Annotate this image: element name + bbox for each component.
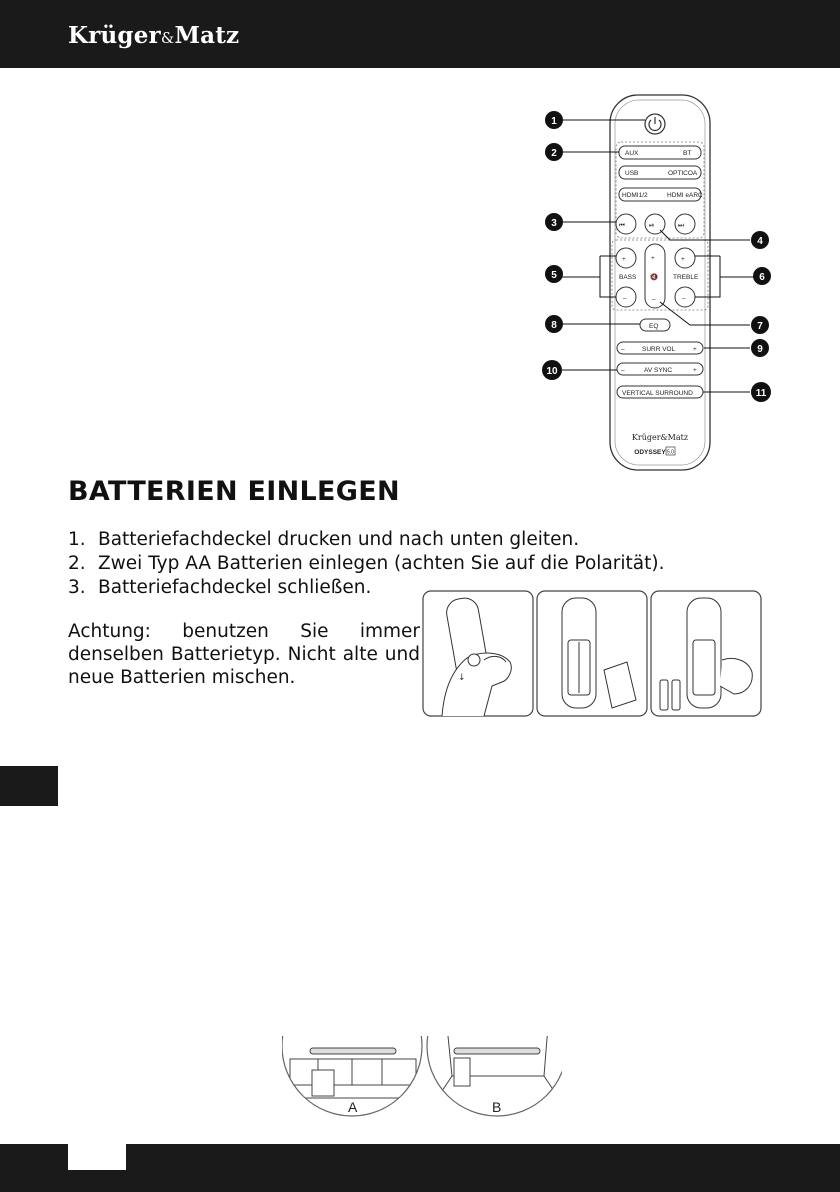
svg-text:+: +: [651, 255, 655, 262]
warning-text: Achtung: benutzen Sie immer denselben Batterietyp. Nicht alte und neue Batterien mischen.: [68, 621, 420, 688]
svg-text:EQ: EQ: [649, 323, 659, 330]
svg-text:ODYSSEY: ODYSSEY: [634, 449, 666, 456]
page-number-tab: [68, 1144, 126, 1170]
svg-text:AUX: AUX: [625, 150, 639, 157]
bass-plus-button: [616, 248, 636, 268]
svg-text:–: –: [621, 367, 625, 374]
svg-text:↓: ↓: [458, 673, 466, 683]
svg-text:10: 10: [546, 366, 558, 377]
svg-text:USB: USB: [625, 170, 639, 177]
svg-text:OPTICOA: OPTICOA: [668, 170, 698, 177]
svg-text:+: +: [693, 346, 697, 353]
footer-bar: [0, 1144, 840, 1192]
section-title: BATTERIEN EINLEGEN: [68, 476, 400, 507]
list-item: 3. Batteriefachdeckel schließen.: [68, 577, 372, 598]
svg-text:SURR VOL: SURR VOL: [642, 346, 676, 353]
svg-text:5.0: 5.0: [667, 449, 674, 456]
svg-text:–: –: [623, 295, 627, 302]
svg-text:TREBLE: TREBLE: [673, 274, 699, 281]
svg-text:🔇: 🔇: [650, 274, 659, 281]
svg-text:–: –: [682, 295, 686, 302]
remote-control-illustration: [530, 90, 790, 476]
placement-illustration: [282, 1036, 562, 1120]
svg-text:2: 2: [551, 148, 557, 159]
svg-text:⏭: ⏭: [678, 222, 684, 229]
svg-text:–: –: [621, 346, 625, 353]
svg-text:B: B: [492, 1099, 502, 1115]
svg-text:7: 7: [757, 321, 763, 332]
svg-text:5: 5: [551, 270, 557, 281]
battery-steps-illustration: [422, 590, 762, 718]
svg-text:HDMI1/2: HDMI1/2: [622, 192, 648, 199]
svg-text:AV SYNC: AV SYNC: [644, 367, 673, 374]
svg-text:+: +: [622, 256, 626, 263]
svg-text:⏮: ⏮: [619, 222, 625, 229]
svg-text:Krüger&Matz: Krüger&Matz: [631, 433, 689, 442]
svg-text:4: 4: [757, 236, 763, 247]
svg-text:3: 3: [551, 218, 557, 229]
svg-text:9: 9: [757, 344, 763, 355]
svg-text:+: +: [681, 256, 685, 263]
list-item: 1. Batteriefachdeckel drucken und nach unten gleiten.: [68, 529, 580, 550]
play-pause-button: [645, 214, 665, 234]
svg-text:+: +: [693, 367, 697, 374]
svg-text:6: 6: [759, 272, 765, 283]
svg-text:HDMI eARC: HDMI eARC: [667, 192, 703, 199]
svg-text:1: 1: [551, 116, 557, 127]
treble-plus-button: [675, 248, 695, 268]
svg-text:–: –: [652, 296, 656, 303]
side-tab: [0, 766, 58, 806]
svg-text:11: 11: [755, 388, 767, 399]
svg-text:VERTICAL SURROUND: VERTICAL SURROUND: [622, 390, 693, 397]
svg-text:A: A: [348, 1099, 358, 1115]
svg-text:⏯: ⏯: [649, 222, 655, 229]
brand-logo: Krüger&Matz: [68, 22, 240, 49]
svg-text:BASS: BASS: [619, 274, 637, 281]
list-item: 2. Zwei Typ AA Batterien einlegen (achten Sie auf die Polarität).: [68, 553, 665, 574]
svg-text:8: 8: [551, 320, 557, 331]
header-bar: [0, 0, 840, 68]
svg-text:BT: BT: [683, 150, 692, 157]
